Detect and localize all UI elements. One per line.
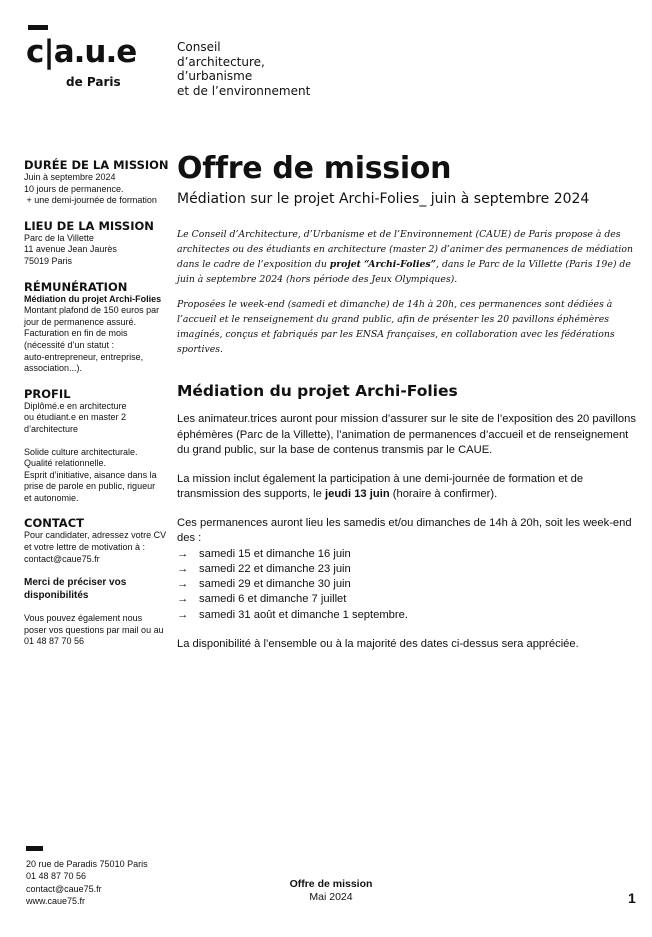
spacer bbox=[24, 602, 172, 613]
contact-line: Pour candidater, adressez votre CV bbox=[24, 530, 167, 541]
footer-phone: 01 48 87 70 56 bbox=[26, 871, 87, 882]
schedule-paragraph: Ces permanences auront lieu les samedis et/ou dimanches de 14h à 20h, soit les week-end des : bbox=[177, 516, 632, 544]
closing-paragraph: La disponibilité à l’ensemble ou à la majorité des dates ci-dessus sera appréciée. bbox=[177, 637, 579, 650]
profile-section bbox=[24, 387, 172, 505]
profile-line: Diplômé.e en architecture bbox=[24, 400, 127, 411]
footer-email[interactable]: contact@caue75.fr bbox=[26, 883, 102, 894]
remuneration-heading: RÉMUNÉRATION bbox=[24, 279, 128, 294]
footer-doc-info bbox=[281, 878, 381, 904]
contact-email[interactable]: contact@caue75.fr bbox=[24, 553, 100, 564]
list-item bbox=[177, 562, 637, 577]
list-item bbox=[177, 577, 637, 592]
logo-subtitle: de Paris bbox=[66, 75, 121, 89]
contact-section bbox=[24, 516, 172, 648]
location-section bbox=[24, 219, 172, 268]
profile-skill: et autonomie. bbox=[24, 492, 79, 503]
location-heading: LIEU DE LA MISSION bbox=[24, 218, 154, 233]
intro-text: Le Conseil d’Architecture, d’Urbanisme et de l’Environnement (CAUE) de Paris propose à des architectes ou des étudiants en architecture (master 2) d’animer des permanences de médiation dans le cadre de l’exposition du bbox=[177, 229, 633, 270]
footer-address: 20 rue de Paradis 75010 Paris bbox=[26, 859, 148, 869]
mission-paragraph: Les animateur.trices auront pour mission d’assurer sur le site de l’exposition des 20 pavillons éphémères (Parc de la Villette), l’animation de permanences d’accueil et de renseignement du grand public, sur la base de contenus transmis par le CAUE. bbox=[177, 413, 636, 456]
intro-paragraph-2: Proposées le week-end (samedi et dimanche) de 14h à 20h, ces permanences sont dédiées à l’accueil et le renseignement du grand public, afin de présenter les 20 pavillons éphémères imaginés, conçus et fabriqués par les ENSA françaises, en collaboration avec les fédérations sportives. bbox=[177, 299, 615, 355]
project-name: projet “Archi-Folies” bbox=[329, 259, 437, 270]
duration-heading: DURÉE DE LA MISSION bbox=[24, 158, 169, 172]
weekend-date: samedi 15 et dimanche 16 juin bbox=[199, 547, 351, 560]
weekend-list bbox=[177, 547, 637, 623]
arrow-right-icon: → bbox=[177, 547, 189, 560]
footer-doc-title: Offre de mission bbox=[289, 878, 373, 890]
list-item bbox=[177, 592, 637, 607]
training-text: La mission inclut également la participation à une demi-journée de formation et de transmission des supports, le bbox=[177, 472, 584, 500]
remuneration-line: Facturation en fin de mois bbox=[24, 328, 128, 339]
list-item bbox=[177, 608, 637, 623]
remuneration-line: (nécessité d’un statut : bbox=[24, 339, 115, 350]
weekend-date: samedi 31 août et dimanche 1 septembre. bbox=[199, 608, 408, 621]
profile-line: d’architecture bbox=[24, 423, 79, 434]
intro-text: , dans le Parc de la Villette (Paris 19e) de juin à septembre 2024 (hors période des Jeux Olympiques). bbox=[177, 259, 631, 285]
remuneration-section bbox=[24, 280, 172, 375]
page-subtitle: Médiation sur le projet Archi-Folies_ juin à septembre 2024 bbox=[177, 191, 590, 207]
organization-name bbox=[177, 40, 310, 98]
location-line: 75019 Paris bbox=[24, 255, 73, 266]
remuneration-project: Médiation du projet Archi-Folies bbox=[24, 293, 162, 304]
arrow-right-icon: → bbox=[177, 578, 189, 591]
contact-phone: 01 48 87 70 56 bbox=[24, 636, 85, 647]
section-title: Médiation du projet Archi-Folies bbox=[177, 382, 458, 400]
weekend-date: samedi 6 et dimanche 7 juillet bbox=[199, 593, 347, 606]
footer-bar bbox=[26, 846, 43, 851]
spacer bbox=[24, 565, 172, 576]
remuneration-line: Montant plafond de 150 euros par bbox=[24, 305, 160, 316]
profile-skill: Esprit d’initiative, aisance dans la bbox=[24, 469, 157, 480]
profile-line: ou étudiant.e en master 2 bbox=[24, 412, 127, 423]
remuneration-line: auto-entrepreneur, entreprise, bbox=[24, 351, 144, 362]
training-paragraph bbox=[177, 472, 637, 503]
training-text: (horaire à confirmer). bbox=[389, 488, 498, 500]
arrow-right-icon: → bbox=[177, 608, 189, 621]
weekend-date: samedi 22 et dimanche 23 juin bbox=[199, 562, 351, 575]
org-line: Conseil bbox=[177, 40, 221, 54]
caue-logo: c|a.u.e bbox=[26, 34, 137, 70]
footer-website[interactable]: www.caue75.fr bbox=[26, 895, 86, 906]
arrow-right-icon: → bbox=[177, 593, 189, 606]
page-number: 1 bbox=[628, 890, 636, 906]
arrow-right-icon: → bbox=[177, 562, 189, 575]
weekend-date: samedi 29 et dimanche 30 juin bbox=[199, 578, 351, 591]
logo-bar bbox=[28, 25, 48, 30]
duration-section bbox=[24, 158, 172, 207]
org-line: d’architecture, bbox=[177, 54, 265, 69]
availability-note: Merci de préciser vos disponibilités bbox=[24, 577, 127, 602]
location-line: 11 avenue Jean Jaurès bbox=[24, 244, 117, 255]
contact-heading: CONTACT bbox=[24, 516, 84, 531]
training-date: jeudi 13 juin bbox=[325, 488, 390, 500]
contact-extra-line: poser vos questions par mail ou au bbox=[24, 624, 164, 635]
org-line: d’urbanisme bbox=[177, 69, 253, 83]
page-title: Offre de mission bbox=[177, 151, 452, 186]
duration-line: 10 jours de permanence. bbox=[24, 183, 124, 194]
footer-contact bbox=[26, 858, 148, 907]
org-line: et de l’environnement bbox=[177, 83, 311, 98]
location-line: Parc de la Villette bbox=[24, 232, 94, 243]
profile-skill: Solide culture architecturale. bbox=[24, 446, 138, 457]
intro-paragraph bbox=[177, 227, 637, 287]
contact-extra-line: Vous pouvez également nous bbox=[24, 613, 143, 624]
sidebar bbox=[24, 158, 172, 660]
remuneration-line: association...). bbox=[24, 363, 83, 374]
footer-doc-date: Mai 2024 bbox=[309, 891, 353, 903]
profile-skill: prise de parole en public, rigueur bbox=[24, 481, 156, 492]
duration-line: Juin à septembre 2024 bbox=[24, 172, 116, 182]
profile-skill: Qualité relationnelle. bbox=[24, 458, 107, 469]
main-content bbox=[177, 150, 637, 652]
contact-line: et votre lettre de motivation à : bbox=[24, 542, 146, 553]
duration-line: + une demi-journée de formation bbox=[24, 195, 157, 206]
remuneration-line: jour de permanence assuré. bbox=[24, 316, 137, 327]
profile-heading: PROFIL bbox=[24, 386, 71, 401]
list-item bbox=[177, 547, 637, 562]
spacer bbox=[24, 436, 172, 447]
